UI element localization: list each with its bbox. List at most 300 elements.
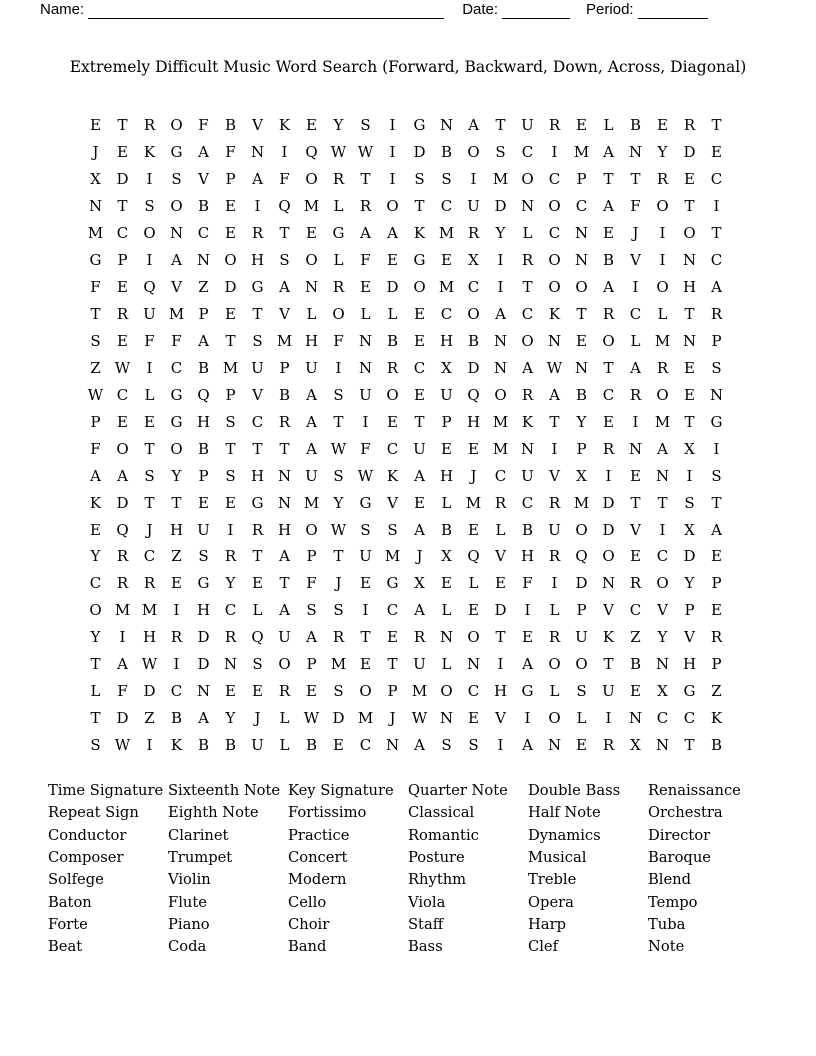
grid-letter: P [198,305,209,324]
word-item: Modern [288,871,347,889]
grid-letter: O [602,331,615,350]
grid-letter: T [171,493,182,512]
grid-letter: W [330,520,347,539]
grid-letter: S [225,466,236,485]
grid-letter: B [305,736,318,755]
grid-letter: S [90,331,101,350]
grid-letter: A [603,197,614,216]
grid-letter: C [197,224,210,243]
grid-letter: R [386,358,399,377]
grid-letter: R [116,574,129,593]
grid-letter: V [387,493,398,512]
grid-letter: C [629,601,642,620]
grid-letter: R [683,116,696,135]
grid-letter: Y [171,466,182,485]
grid-letter: O [575,655,588,674]
grid-letter: I [362,601,369,620]
word-item: Key Signature [288,782,394,799]
grid-letter: R [494,493,507,512]
grid-letter: N [682,251,697,270]
grid-letter: G [251,493,264,512]
grid-letter: R [251,520,264,539]
word-item: Eighth Note [168,804,259,822]
grid-letter: N [223,655,238,674]
grid-letter: L [603,116,614,135]
grid-letter: O [413,278,426,297]
grid-letter: A [711,520,722,539]
grid-letter: F [630,197,641,216]
grid-letter: M [330,655,347,674]
grid-letter: C [656,547,669,566]
grid-letter: T [279,574,290,593]
word-item: Renaissance [648,782,741,799]
grid-letter: K [710,709,723,728]
grid-letter: V [252,385,263,404]
grid-letter: J [254,709,261,728]
grid-letter: P [279,358,290,377]
word-item: Cello [288,893,327,911]
grid-letter: Z [630,628,641,647]
grid-letter: A [522,736,533,755]
word-list [48,780,768,959]
grid-letter: O [278,655,291,674]
grid-letter: Q [467,385,480,404]
grid-letter: D [602,520,615,539]
grid-letter: T [603,358,614,377]
grid-letter: P [306,547,317,566]
word-item: Baroque [648,849,711,867]
grid-letter: G [710,412,723,431]
grid-letter: R [413,628,426,647]
grid-letter: W [330,439,347,458]
grid-letter: T [495,116,506,135]
grid-letter: N [655,466,670,485]
word-item: Trumpet [168,849,233,867]
grid-letter: W [141,655,158,674]
grid-letter: Y [495,224,506,243]
grid-letter: O [359,682,372,701]
grid-letter: K [89,493,102,512]
grid-letter: Y [684,574,695,593]
grid-letter: O [575,520,588,539]
grid-letter: K [548,305,561,324]
grid-letter: R [521,251,534,270]
date-label: Date: [462,1,499,18]
grid-letter: D [197,628,210,647]
word-item: Solfege [48,871,104,889]
grid-letter: G [683,682,696,701]
grid-letter: T [657,493,668,512]
grid-letter: D [386,278,399,297]
grid-letter: Q [143,278,156,297]
grid-letter: O [305,251,318,270]
grid-letter: O [224,251,237,270]
grid-letter: T [684,736,695,755]
grid-letter: C [575,197,588,216]
grid-letter: A [603,278,614,297]
grid-letter: A [414,520,425,539]
word-item: Forte [48,916,88,934]
grid-letter: L [306,305,317,324]
grid-letter: E [711,601,722,620]
grid-letter: E [90,116,101,135]
grid-letter: E [684,385,695,404]
grid-letter: I [389,170,396,189]
grid-letter: E [252,574,263,593]
grid-letter: R [224,547,237,566]
grid-letter: P [576,601,587,620]
grid-letter: A [279,278,290,297]
grid-letter: A [198,331,209,350]
grid-letter: B [197,358,210,377]
grid-letter: O [602,547,615,566]
grid-letter: L [252,601,263,620]
grid-letter: R [143,574,156,593]
grid-letter: C [683,709,696,728]
grid-letter: P [711,574,722,593]
grid-letter: E [225,493,236,512]
grid-letter: P [306,655,317,674]
grid-letter: R [548,547,561,566]
grid-letter: Y [576,412,587,431]
word-item: Choir [288,916,330,934]
grid-letter: L [468,574,479,593]
grid-letter: N [304,278,319,297]
grid-letter: S [360,116,371,135]
grid-letter: J [632,224,639,243]
grid-letter: E [225,305,236,324]
grid-letter: N [574,251,589,270]
grid-letter: D [143,682,156,701]
grid-letter: D [224,278,237,297]
grid-letter: T [630,493,641,512]
grid-letter: S [252,655,263,674]
grid-letter: D [494,601,507,620]
grid-letter: O [332,305,345,324]
grid-letter: E [306,682,317,701]
word-item: Musical [528,849,587,867]
grid-letter: B [521,520,534,539]
grid-letter: A [630,358,641,377]
grid-letter: A [387,224,398,243]
grid-letter: C [521,493,534,512]
grid-letter: J [92,143,99,162]
grid-letter: N [196,682,211,701]
grid-letter: X [684,520,695,539]
grid-letter: I [254,197,261,216]
grid-letter: O [170,116,183,135]
grid-letter: C [224,601,237,620]
grid-letter: T [117,116,128,135]
grid-letter: S [279,251,290,270]
word-item: Coda [168,938,207,956]
grid-letter: E [306,224,317,243]
grid-letter: L [279,709,290,728]
word-item: Bass [408,938,443,956]
grid-letter: E [360,655,371,674]
grid-letter: M [141,601,158,620]
grid-letter: Y [225,574,236,593]
grid-letter: I [551,439,558,458]
grid-letter: Q [467,547,480,566]
grid-letter: M [438,278,455,297]
grid-letter: Q [197,385,210,404]
grid-letter: C [710,170,723,189]
grid-letter: I [497,736,504,755]
grid-letter: O [170,439,183,458]
grid-letter: E [576,331,587,350]
word-item: Blend [648,871,692,889]
grid-letter: F [360,439,371,458]
grid-letter: A [306,628,317,647]
period-blank-line [638,2,708,19]
grid-letter: J [146,520,153,539]
grid-letter: N [88,197,103,216]
grid-letter: F [360,251,371,270]
grid-letter: M [654,331,671,350]
grid-letter: N [385,736,400,755]
grid-letter: I [335,358,342,377]
word-item: Dynamics [528,826,601,844]
grid-letter: T [495,628,506,647]
grid-letter: N [520,197,535,216]
grid-letter: R [224,628,237,647]
grid-letter: E [468,601,479,620]
grid-letter: T [414,197,425,216]
grid-letter: M [357,709,374,728]
word-item: Director [648,826,711,844]
grid-letter: F [117,682,128,701]
grid-letter: W [114,358,131,377]
grid-letter: R [467,224,480,243]
grid-letter: O [116,439,129,458]
grid-letter: L [360,305,371,324]
grid-letter: L [549,601,560,620]
word-item: Posture [408,849,465,867]
grid-letter: O [683,224,696,243]
grid-letter: E [657,116,668,135]
grid-letter: S [90,736,101,755]
grid-letter: E [387,251,398,270]
grid-letter: U [413,439,426,458]
grid-letter: A [90,466,101,485]
grid-letter: U [521,116,534,135]
grid-letter: T [684,412,695,431]
grid-letter: C [251,412,264,431]
grid-letter: Y [657,143,668,162]
grid-letter: L [333,197,344,216]
grid-letter: U [359,385,372,404]
grid-letter: V [171,278,182,297]
grid-letter: Y [333,493,344,512]
grid-letter: R [278,682,291,701]
grid-letter: I [389,143,396,162]
grid-letter: H [520,547,535,566]
grid-letter: X [468,251,479,270]
word-item: Repeat Sign [48,804,139,822]
grid-letter: R [278,412,291,431]
word-search-grid [82,112,730,759]
grid-letter: I [686,466,693,485]
grid-letter: C [548,224,561,243]
grid-letter: O [548,197,561,216]
grid-letter: R [629,385,642,404]
grid-letter: V [279,305,290,324]
grid-letter: T [522,278,533,297]
grid-letter: D [602,493,615,512]
grid-letter: U [548,520,561,539]
grid-letter: V [198,170,209,189]
grid-letter: O [170,197,183,216]
grid-letter: O [467,305,480,324]
word-item: Quarter Note [408,782,508,799]
grid-letter: U [575,628,588,647]
grid-letter: U [305,466,318,485]
grid-letter: N [601,574,616,593]
grid-letter: E [414,305,425,324]
grid-letter: L [333,251,344,270]
grid-letter: I [551,574,558,593]
grid-letter: N [250,143,265,162]
grid-letter: E [360,278,371,297]
grid-letter: E [522,628,533,647]
grid-letter: X [576,466,587,485]
grid-letter: L [657,305,668,324]
grid-letter: E [414,385,425,404]
grid-letter: A [414,466,425,485]
grid-letter: H [277,520,292,539]
grid-letter: D [413,143,426,162]
grid-letter: A [522,358,533,377]
grid-letter: D [683,143,696,162]
grid-letter: B [224,116,237,135]
grid-letter: E [711,547,722,566]
grid-letter: T [252,439,263,458]
grid-letter: S [306,601,317,620]
grid-letter: E [441,439,452,458]
grid-letter: I [524,709,531,728]
grid-letter: P [441,412,452,431]
grid-letter: E [117,278,128,297]
grid-letter: A [171,251,182,270]
grid-letter: M [168,305,185,324]
grid-letter: C [89,574,102,593]
grid-letter: M [303,493,320,512]
grid-letter: A [522,655,533,674]
grid-letter: R [521,385,534,404]
grid-letter: O [548,655,561,674]
name-blank-line [88,2,444,19]
grid-letter: F [225,143,236,162]
grid-letter: K [278,116,291,135]
grid-letter: U [197,520,210,539]
grid-letter: O [143,224,156,243]
grid-letter: E [225,224,236,243]
grid-letter: E [711,143,722,162]
grid-letter: V [495,709,506,728]
grid-letter: N [493,358,508,377]
grid-letter: E [252,682,263,701]
grid-letter: M [411,682,428,701]
grid-letter: V [630,251,641,270]
word-item: Viola [408,893,446,911]
grid-letter: B [170,709,183,728]
grid-letter: R [548,493,561,512]
word-item: Staff [408,916,444,934]
grid-letter: C [629,305,642,324]
grid-letter: E [468,520,479,539]
grid-letter: I [146,170,153,189]
word-list-column [48,780,168,959]
grid-letter: M [492,412,509,431]
grid-letter: H [142,628,157,647]
grid-letter: O [305,520,318,539]
grid-letter: M [492,170,509,189]
grid-letter: B [710,736,723,755]
grid-letter: S [171,170,182,189]
grid-letter: T [711,224,722,243]
grid-letter: O [386,385,399,404]
grid-letter: S [441,170,452,189]
grid-letter: C [467,278,480,297]
grid-letter: F [90,439,101,458]
grid-letter: C [710,251,723,270]
grid-letter: N [358,331,373,350]
grid-letter: T [90,305,101,324]
grid-letter: L [441,493,452,512]
grid-letter: U [440,385,453,404]
grid-letter: E [90,520,101,539]
grid-letter: A [117,466,128,485]
word-item: Piano [168,916,210,934]
grid-letter: E [576,116,587,135]
grid-letter: O [656,197,669,216]
grid-letter: P [576,170,587,189]
grid-letter: H [466,412,481,431]
grid-letter: M [303,197,320,216]
grid-letter: E [630,547,641,566]
grid-letter: D [116,493,129,512]
grid-letter: H [250,251,265,270]
grid-letter: E [684,170,695,189]
grid-letter: A [414,601,425,620]
grid-letter: O [467,143,480,162]
grid-letter: O [575,278,588,297]
grid-letter: C [116,385,129,404]
grid-letter: E [117,331,128,350]
grid-letter: I [146,358,153,377]
grid-letter: N [574,358,589,377]
grid-letter: T [603,170,614,189]
word-list-column [408,780,528,959]
grid-letter: G [386,574,399,593]
grid-letter: L [522,224,533,243]
grid-letter: Z [144,709,155,728]
grid-letter: T [252,547,263,566]
grid-letter: O [656,385,669,404]
grid-letter: E [225,682,236,701]
grid-letter: C [494,466,507,485]
grid-letter: R [656,170,669,189]
word-item: Note [648,938,685,956]
grid-letter: B [629,116,642,135]
grid-letter: O [521,170,534,189]
grid-letter: C [170,682,183,701]
grid-letter: L [441,601,452,620]
grid-letter: N [547,331,562,350]
grid-letter: U [521,466,534,485]
grid-letter: S [711,358,722,377]
